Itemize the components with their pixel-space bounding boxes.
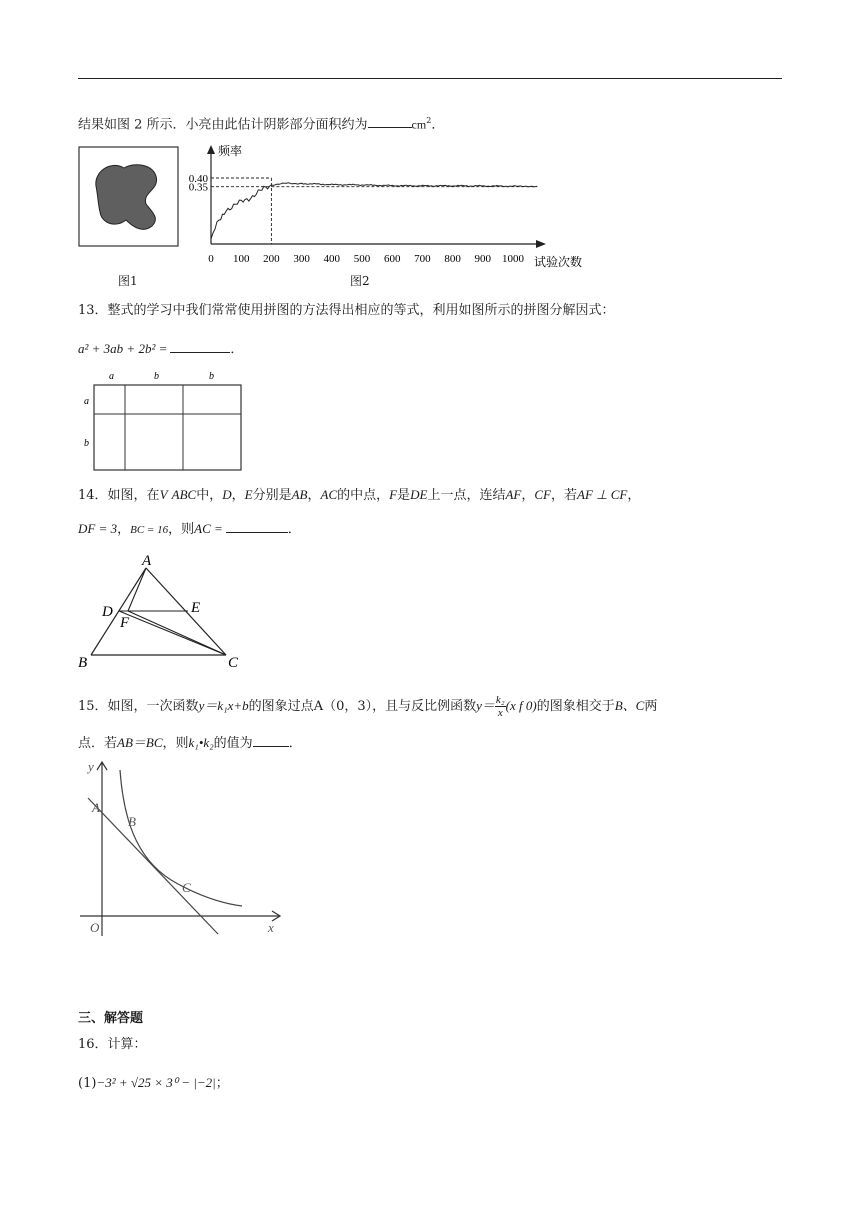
q15-frac-den: x — [497, 707, 503, 719]
section-title: 三、解答题 — [78, 1011, 144, 1026]
q14-text-e: 是 — [397, 488, 411, 503]
x-tick-label-400: 400 — [323, 253, 341, 265]
q14-answer-blank[interactable] — [226, 520, 288, 533]
row-label-b: b — [84, 438, 89, 449]
label-x: x — [268, 920, 274, 935]
x-tick-label-300: 300 — [293, 253, 310, 265]
q15-answer-blank[interactable] — [253, 734, 289, 747]
linear-line — [88, 798, 218, 934]
triangle-symbol: V — [159, 487, 168, 502]
q14-ac-eq: AC = — [194, 521, 223, 536]
q15-text-1: 如图，一次函数 — [107, 699, 199, 714]
x-tick-label-0: 0 — [208, 253, 214, 265]
q14-text-b: 中， — [196, 488, 223, 503]
figure-1 — [78, 146, 180, 248]
frequency-series-line — [211, 183, 537, 239]
q14-text-c: 分别是 — [252, 488, 292, 503]
label-d: D — [102, 604, 113, 620]
q14-f: F — [389, 487, 398, 502]
q14-ab: AB — [291, 487, 308, 502]
x-tick-label-1000: 1000 — [502, 253, 524, 265]
q14-condition: AF ⊥ CF — [577, 487, 628, 502]
label-c: C — [228, 655, 239, 671]
label-b: B — [128, 814, 136, 829]
q14-text-f: 上一点，连结 — [427, 488, 506, 503]
chart-reference-lines — [211, 178, 537, 244]
label-y: y — [88, 759, 94, 774]
x-tick-label-800: 800 — [444, 253, 461, 265]
label-b: B — [78, 655, 88, 671]
function-graph — [78, 756, 288, 940]
x-tick-label-900: 900 — [474, 253, 492, 265]
chart-y-arrow — [207, 145, 215, 154]
q12-unit-exp: 2 — [426, 116, 432, 125]
q13-number: 13． — [78, 303, 108, 318]
q12-end: ． — [431, 117, 445, 133]
header-rule — [78, 78, 782, 79]
q15-line-2 — [78, 734, 302, 753]
chart-series — [211, 183, 537, 239]
q16-item-1 — [78, 1074, 229, 1093]
q14-de: DE — [410, 487, 428, 502]
q14-ac: AC — [320, 487, 338, 502]
x-tick-label-100: 100 — [232, 253, 250, 265]
q13-answer-blank[interactable] — [170, 340, 230, 353]
q14-comma3: ， — [521, 488, 535, 503]
x-tick-label-500: 500 — [353, 253, 371, 265]
q15-equality: AB＝BC — [117, 735, 163, 750]
tiling-outer-rect — [94, 385, 241, 470]
q13-line — [78, 302, 615, 320]
q15-text-6: 点．若 — [78, 736, 118, 751]
q14-comma2: ， — [307, 488, 321, 503]
chart-x-arrow — [536, 240, 546, 248]
q15-linear-fn: y＝k₁x+b — [198, 698, 249, 713]
q15-text-4: 的图象相交于 — [536, 699, 615, 714]
q14-cf: CF — [534, 487, 552, 502]
triangle-figure — [76, 550, 256, 672]
q14-sep: ， — [117, 522, 131, 537]
q15-point-a: A（0，3） — [313, 699, 373, 714]
q14-comma1: ， — [231, 488, 245, 503]
q14-e: E — [244, 487, 253, 502]
x-tick-label-700: 700 — [414, 253, 431, 265]
segment-af — [128, 568, 146, 611]
q15-line-1 — [78, 694, 657, 719]
q14-end: ． — [287, 522, 301, 537]
q14-comma4: ， — [627, 488, 641, 503]
chart-x-label: 试验次数 — [534, 255, 583, 269]
q14-line-1 — [78, 486, 640, 505]
segment-dc — [119, 611, 226, 655]
x-tick-label-200: 200 — [263, 253, 280, 265]
q15-text-3: ，且与反比例函数 — [372, 699, 477, 714]
q13-expr-line — [78, 340, 243, 358]
q12-text: 结果如图 2 所示．小亮由此估计阴影部分面积约为 — [78, 117, 368, 133]
q14-number: 14． — [78, 488, 108, 503]
col-label-b2: b — [209, 371, 214, 382]
q16-item-label: (1) — [78, 1076, 97, 1091]
fig1-caption: 图1 — [118, 274, 138, 288]
q15-text-2: 的图象过点 — [248, 699, 314, 714]
q14-then: ，则 — [168, 522, 195, 537]
q15-text-7: ，则 — [162, 736, 189, 751]
y-tick-label-0.40: 0.40 — [188, 173, 208, 185]
q15-number: 15． — [78, 699, 108, 714]
label-a: A — [92, 800, 100, 815]
col-label-a: a — [109, 371, 114, 382]
q13-expression: a² + 3ab + 2b² = — [78, 341, 168, 356]
q14-text-d: 的中点， — [337, 488, 390, 503]
chart-y-label: 频率 — [218, 144, 243, 158]
q12-unit: cm — [411, 117, 427, 132]
q14-line-2 — [78, 520, 301, 539]
row-label-a: a — [84, 396, 89, 407]
q15-text-8: 的值为 — [213, 736, 253, 751]
q15-y-eq: y＝ — [476, 698, 495, 713]
q13-end: ． — [230, 341, 244, 356]
q15-condition: (x f 0) — [505, 698, 537, 713]
q12-line — [78, 112, 444, 134]
q14-bc: BC = 16 — [130, 524, 169, 536]
label-f: F — [120, 615, 130, 631]
label-c: C — [182, 880, 191, 895]
tiling-figure — [78, 366, 248, 474]
y-tick-label-0.35: 0.35 — [188, 181, 208, 194]
q14-af: AF — [505, 487, 522, 502]
q13-text: 整式的学习中我们常常使用拼图的方法得出相应的等式，利用如图所示的拼图分解因式： — [107, 303, 615, 318]
q15-text-5: 两 — [644, 699, 658, 714]
q16-text: 计算： — [107, 1037, 147, 1052]
q15-fraction — [495, 694, 506, 719]
frequency-chart — [178, 140, 608, 272]
q15-product: k₁•k₂ — [188, 735, 214, 750]
col-label-b1: b — [154, 371, 159, 382]
q12-answer-blank[interactable] — [368, 115, 412, 128]
label-e: E — [191, 600, 201, 616]
chart-axes — [207, 143, 582, 269]
q14-text-a: 如图，在 — [107, 488, 160, 503]
q15-bc: B、C — [614, 698, 645, 713]
label-a: A — [142, 553, 152, 569]
q16-line — [78, 1036, 147, 1054]
hyperbola-curve — [120, 770, 242, 906]
q14-df: DF = 3 — [78, 521, 118, 536]
q16-item-end: ； — [215, 1076, 229, 1091]
fig2-caption: 图2 — [350, 274, 370, 288]
q14-abc: ABC — [171, 487, 197, 502]
q14-d: D — [222, 487, 232, 502]
q15-end: ． — [288, 736, 302, 751]
q15-frac-num: k₂ — [495, 694, 505, 706]
q16-expression: −3² + √25 × 3⁰ − |−2| — [96, 1075, 216, 1090]
x-tick-label-600: 600 — [383, 253, 401, 265]
q16-number: 16． — [78, 1037, 108, 1052]
q14-text-g: ，若 — [551, 488, 578, 503]
label-o: O — [90, 920, 100, 935]
